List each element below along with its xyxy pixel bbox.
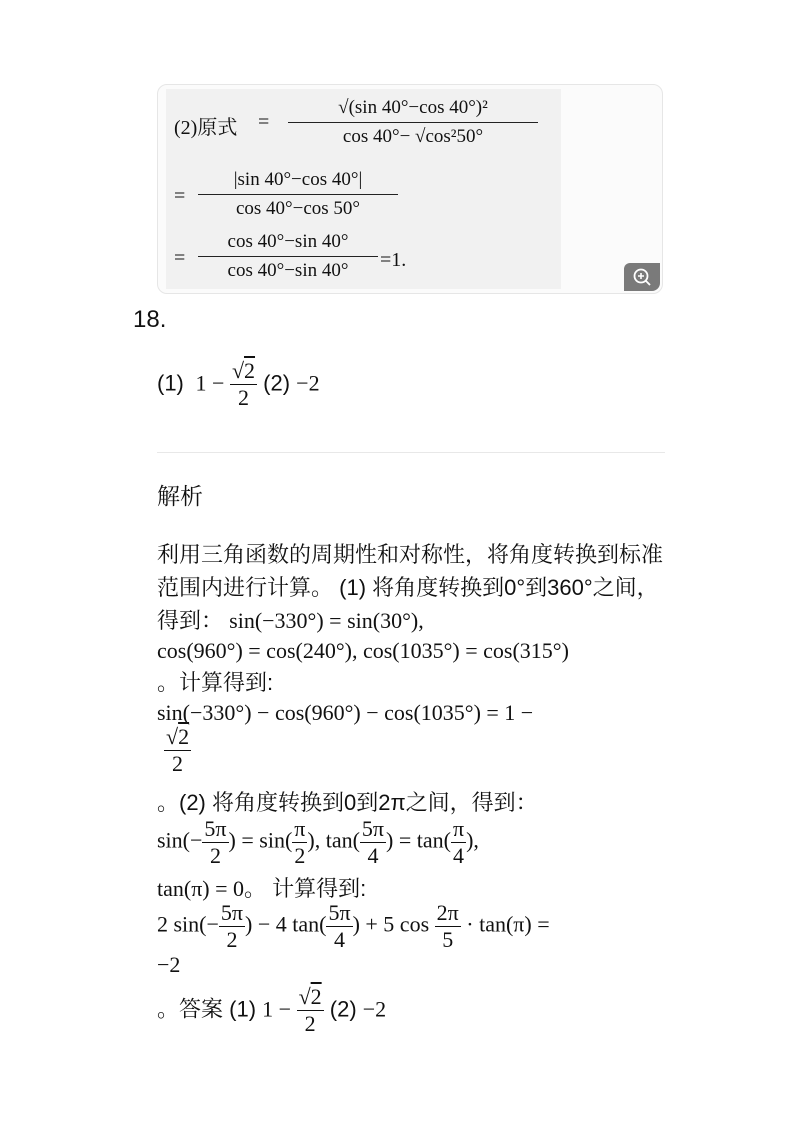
- answer-line: (1) 1 − $\frac{√2}{2}$ (2) −2: [157, 358, 320, 410]
- line2-denominator: cos 40°−cos 50°: [235, 198, 361, 219]
- analysis-final: 。答案 (1) 1 − $\frac{√2}{2}$ (2) −2: [157, 984, 387, 1036]
- solution-image: (2)原式 = $\frac{\text{√(sin 40°−cos 40°)²}}{\text{cos 40°− √cos²50°}}$ = $\frac{|\sin 40^\circ-\cos 40^\circ|}{\cos 40^\circ-\cos 50^\circ}$ = $\frac{\cos 40^\circ-\sin 40^\circ}{\cos 40^\circ-\sin 40^\circ}$ =1.: [166, 89, 561, 289]
- analysis-final-label: 。答案: [157, 996, 224, 1022]
- analysis-p2-calc: 2 sin(− $\frac{5\pi}{2}$ ) − 4 tan( $\frac{5\pi}{4}$ ) + 5 cos $\frac{2\pi}{5}$ · tan(π) =: [157, 900, 550, 952]
- divider: [157, 452, 665, 453]
- analysis-p1-calc: sin(−330°) − cos(960°) − cos(1035°) = 1 −: [157, 700, 534, 725]
- answer-part1-fraction: $\frac{√2}{2}$: [231, 358, 256, 410]
- line1-denominator: cos 40°− √cos²50°: [342, 126, 484, 147]
- answer-part2-label: (2): [263, 370, 291, 396]
- analysis-p1-eq1: sin(−330°) = sin(30°),: [229, 608, 424, 633]
- analysis-p2-text: 。(2) 将角度转换到0到2π之间，得到：: [157, 790, 538, 815]
- analysis-p2-result: −2: [157, 952, 181, 977]
- line3-denominator: cos 40°−sin 40°: [227, 260, 349, 281]
- solution-label: (2)原式: [174, 117, 238, 139]
- question-number: 18.: [133, 306, 167, 333]
- zoom-in-icon: [632, 267, 652, 287]
- solution-image-card[interactable]: [157, 84, 663, 294]
- answer-part1-label: (1): [157, 370, 184, 396]
- line1-numerator: √(sin 40°−cos 40°)²: [288, 97, 538, 123]
- analysis-p2-line: [157, 872, 366, 903]
- line3-numerator: cos 40°−sin 40°: [198, 231, 378, 257]
- line2-numerator: |sin 40°−cos 40°|: [198, 169, 398, 195]
- analysis-intro: 利用三角函数的周期性和对称性，将角度转换到标准范围内进行计算。 (1) 将角度转换到0°到360°之间，得到： sin(−330°) = sin(30°),: [157, 542, 664, 633]
- line3-result: =1.: [380, 249, 407, 271]
- analysis-heading: 解析: [157, 483, 203, 509]
- zoom-button[interactable]: [624, 263, 660, 291]
- analysis-p1-eq2: cos(960°) = cos(240°), cos(1035°) = cos(315°): [157, 638, 569, 663]
- analysis-p1-text: (1) 将角度转换到0°到360°之间，得到：: [157, 575, 659, 633]
- analysis-p1-fraction: $\frac{√2}{2}$: [166, 724, 190, 776]
- answer-part2-value: −2: [296, 370, 320, 396]
- analysis-p2-eq1: sin(− $\frac{5\pi}{2}$ ) = sin( $\frac{\pi}{2}$ ), tan( $\frac{5\pi}{4}$ ) = tan( $\frac{\pi}{4}$ ),: [157, 816, 479, 868]
- analysis-p1-calc-label: 。计算得到:: [157, 670, 274, 695]
- analysis-p2-eq: tan(π) = 0。: [157, 876, 267, 901]
- analysis-p2-calc-label: 计算得到:: [272, 876, 367, 901]
